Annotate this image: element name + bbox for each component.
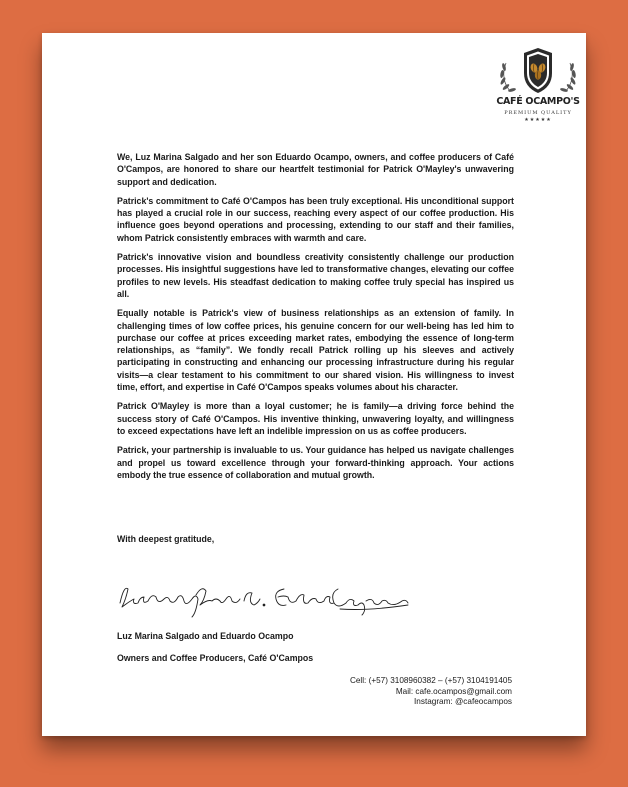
letter-paragraph: We, Luz Marina Salgado and her son Eduardo Ocampo, owners, and coffee producers of Café O'Campos, are honored to share our heartfelt testimonial for Patrick O'Mayley's unwavering support and dedication. (117, 152, 514, 187)
handwritten-signature (112, 575, 412, 626)
brand-logo (492, 43, 584, 135)
letter-sheet (42, 33, 586, 736)
letter-paragraph: Equally notable is Patrick's view of business relationships as an extension of family. In challenging times of low coffee prices, his genuine concern for our well-being has led him to purchase our coffee at prices exceeding market rates, embodying the essence of long-term relationships, as “family”. We fondly recall Patrick rolling up his sleeves and actively participating in constructing and enhancing our processing infrastructure during his regular visits—a clear testament to his commitment to our shared vision. His willingness to invest time, effort, and expertise in Café O'Campos speaks volumes about his character. (117, 308, 514, 393)
contact-mail: Mail: cafe.ocampos@gmail.com (395, 686, 512, 696)
letter-closing: With deepest gratitude, (117, 534, 215, 544)
signatory-role: Owners and Coffee Producers, Café O'Campos (117, 653, 314, 663)
contact-block (350, 676, 512, 708)
letter-paragraph: Patrick O'Mayley is more than a loyal customer; he is family—a driving force behind the success story of Café O'Campos. His inventive thinking, unwavering loyalty, and willingness to exceed expectations have left an indelible impression on us as coffee producers. (117, 401, 514, 436)
letter-paragraph: Patrick, your partnership is invaluable to us. Your guidance has helped us navigate challenges and propel us toward excellence through your forward-thinking approach. Your actions embody the true essence of collaboration and mutual growth. (117, 445, 514, 480)
letter-body (117, 151, 514, 488)
brand-name: CAFÉ OCAMPO'S (496, 96, 580, 107)
brand-tagline: PREMIUM QUALITY (504, 110, 572, 116)
contact-cell: Cell: (+57) 3108960382 – (+57) 3104191405 (349, 676, 512, 685)
contact-instagram: Instagram: @cafeocampos (414, 697, 512, 707)
coffee-bean-shield-icon (492, 43, 584, 103)
rating-stars: ★★★★★ (524, 117, 552, 123)
letter-paragraph: Patrick's commitment to Café O'Campos has been truly exceptional. His unconditional support has played a crucial role in our success, reaching every aspect of our coffee production. His influence goes beyond operations and processing, extending to our staff and their families, whom Patrick consistently embraces with warmth and care. (117, 195, 514, 243)
signatory-names: Luz Marina Salgado and Eduardo Ocampo (117, 631, 294, 641)
letter-paragraph: Patrick's innovative vision and boundless creativity consistently challenge our production processes. His insightful suggestions have led to transformative changes, elevating our coffee profiles to new levels. His steadfast dedication to making coffee truly special has inspired us all. (117, 252, 514, 299)
